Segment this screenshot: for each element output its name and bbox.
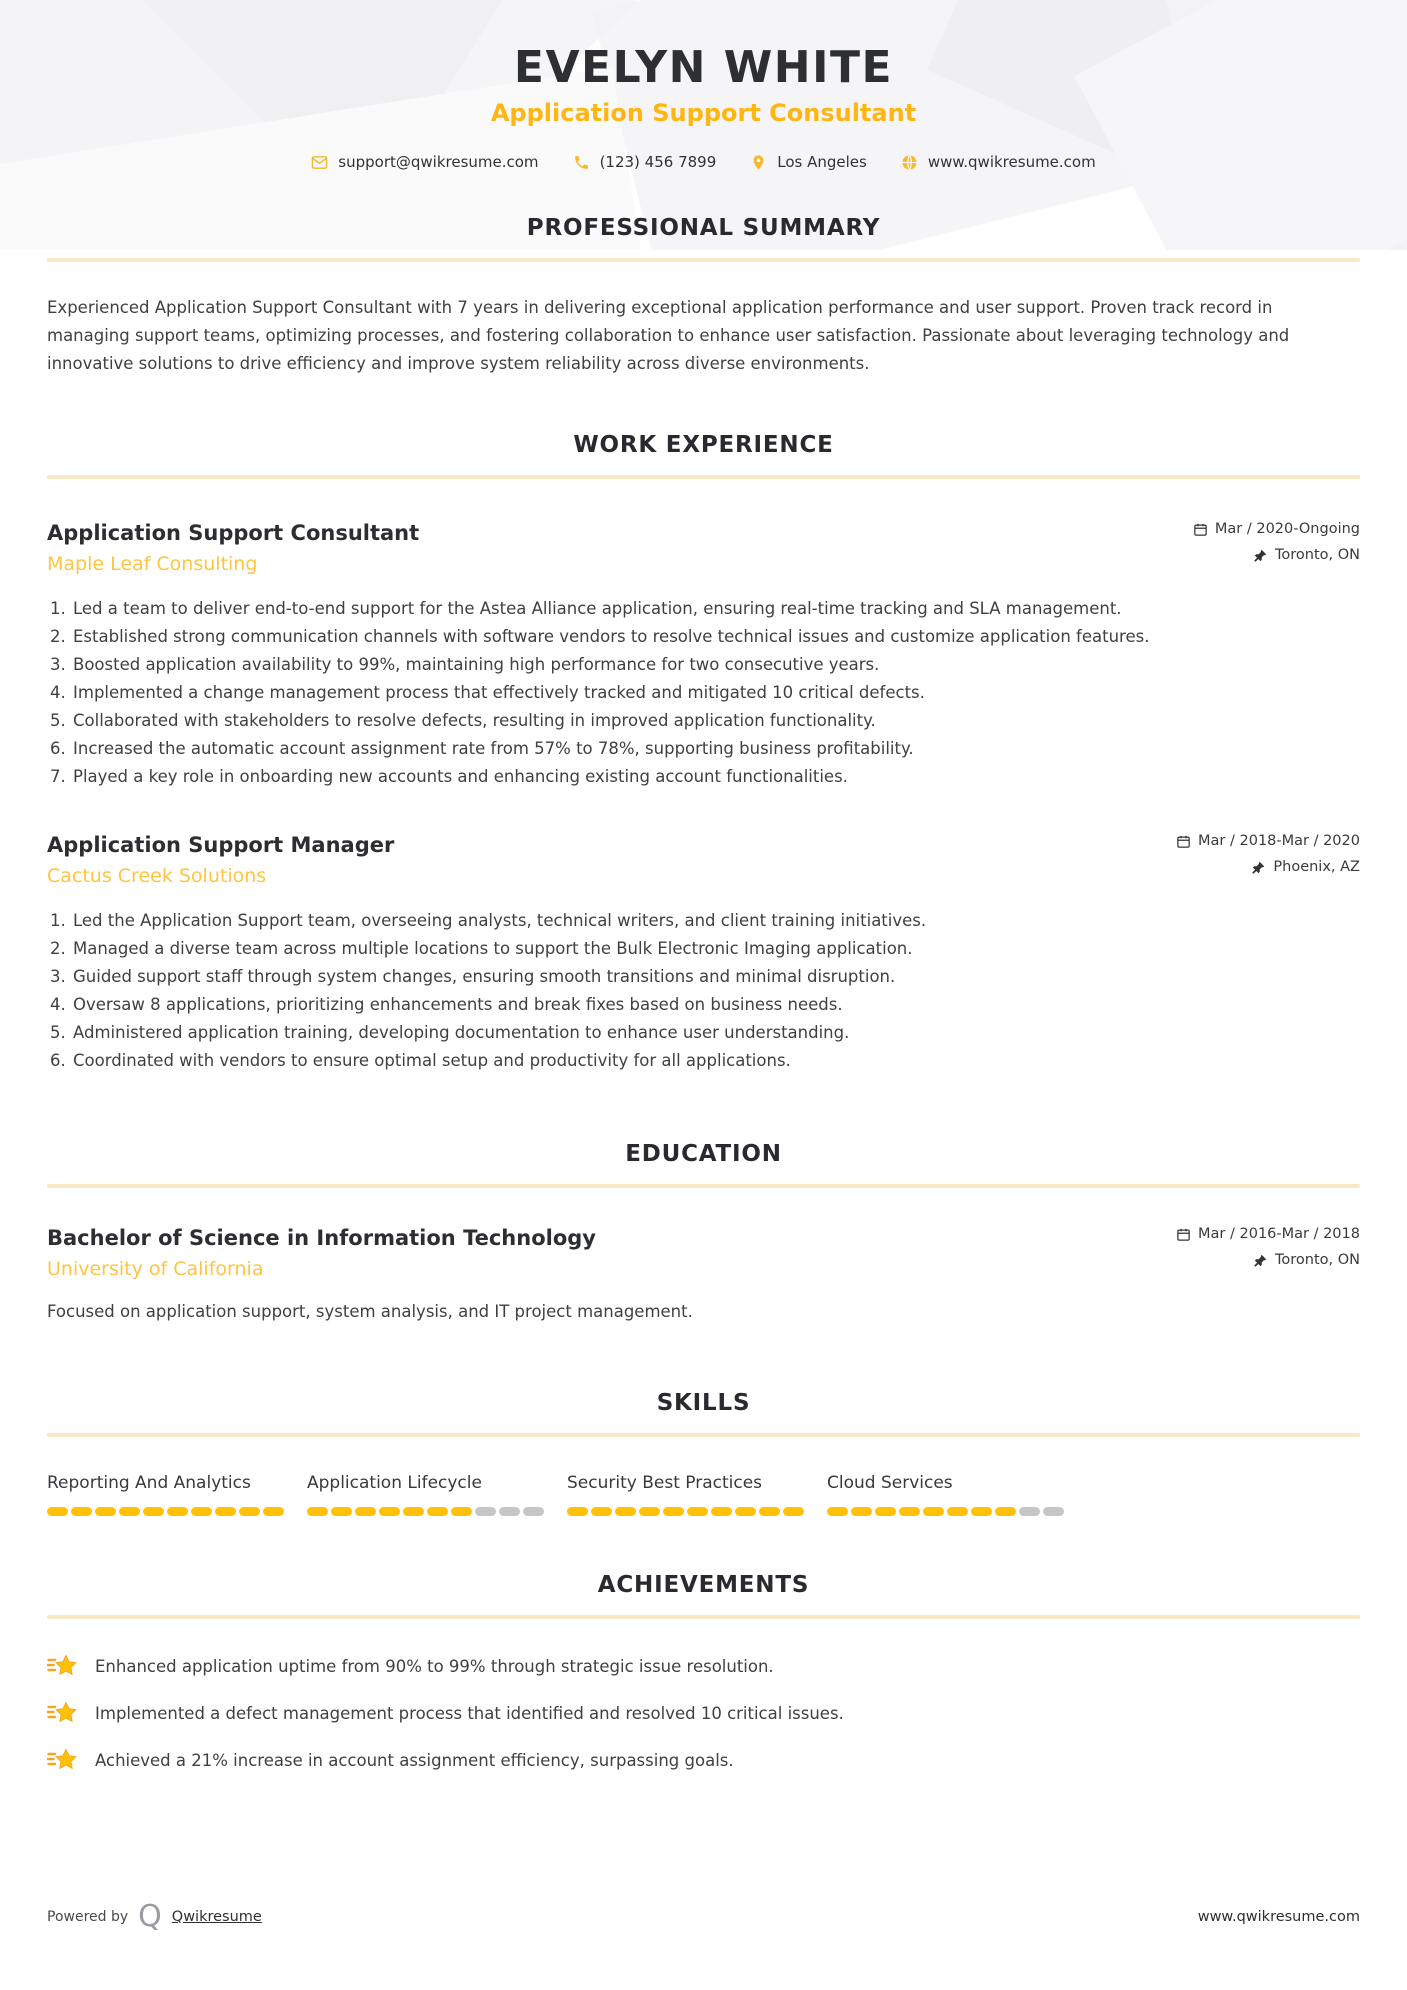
bullet-item: 3. Guided support staff through system changes, ensuring smooth transitions and minimal disruption. [71,963,1360,991]
skill-segment [143,1507,164,1516]
skill-segment [499,1507,520,1516]
bullet-item: 5. Collaborated with stakeholders to resolve defects, resulting in improved application functionality. [71,707,1360,735]
education-description: Focused on application support, system analysis, and IT project management. [47,1302,693,1321]
job-head-left [47,833,394,887]
powered-by-label: Powered by [47,1909,129,1925]
job-meta [1193,521,1360,573]
calendar-icon [1176,1227,1191,1242]
skill-segment [119,1507,140,1516]
skill-segment [687,1507,708,1516]
skill-segment [239,1507,260,1516]
contact-email[interactable] [311,153,538,171]
pushpin-icon [1253,1253,1268,1268]
skill-bar [567,1507,827,1516]
skill-bar [307,1507,567,1516]
education-date-line [1176,1226,1360,1242]
education-heading: EDUCATION [625,1141,782,1167]
skill-segment [403,1507,424,1516]
work-section [47,432,1360,1075]
contact-location-text: Los Angeles [777,153,867,171]
contact-website[interactable] [901,153,1096,171]
job-company: Cactus Creek Solutions [47,865,267,887]
skill-segment [875,1507,896,1516]
skills-grid [47,1473,1360,1516]
skill-segment [379,1507,400,1516]
skill-segment [971,1507,992,1516]
bullet-item: 2. Managed a diverse team across multiple locations to support the Bulk Electronic Imaging application. [71,935,1360,963]
section-rule [47,475,1360,479]
bullet-item: 1. Led the Application Support team, overseeing analysts, technical writers, and client training initiatives. [71,907,1360,935]
job-date-line [1176,833,1360,849]
degree-title: Bachelor of Science in Information Technology [47,1226,596,1250]
pushpin-icon [1253,548,1268,563]
skill-bar [827,1507,1087,1516]
section-rule [47,1184,1360,1188]
skill-segment [995,1507,1016,1516]
skill-segment [427,1507,448,1516]
achievements-list [47,1653,1360,1773]
education-location: Toronto, ON [1274,1252,1360,1268]
job-date: Mar / 2018-Mar / 2020 [1198,833,1360,849]
skill-segment [1043,1507,1064,1516]
skill-segment [567,1507,588,1516]
candidate-name: EVELYN WHITE [513,42,894,93]
section-rule [47,1433,1360,1437]
job-title: Application Support Manager [47,833,395,857]
skill-label: Cloud Services [827,1473,953,1493]
pushpin-icon [1251,860,1266,875]
contact-email-text: support@qwikresume.com [338,153,539,171]
skill-segment [215,1507,236,1516]
pin-icon [750,154,767,171]
star-badge-icon [47,1653,77,1679]
skill-segment [523,1507,544,1516]
summary-text: Experienced Application Support Consultant with 7 years in delivering exceptional application performance and user support. Proven track record in managing support teams, optimizing processes, and fostering collaboration to enhance user satisfaction. Passionate about leveraging technology and innovative solutions to drive efficiency and improve system reliability across diverse environments. [47,298,1290,373]
achievement-text: Implemented a defect management process that identified and resolved 10 critical issues. [95,1703,844,1723]
skill-segment [827,1507,848,1516]
education-location-line [1176,1252,1360,1268]
contact-phone-text: (123) 456 7899 [599,153,717,171]
education-head [47,1226,1360,1280]
section-rule [47,1615,1360,1619]
skills-section [47,1390,1360,1516]
skill-label: Application Lifecycle [307,1473,482,1493]
skill-segment [167,1507,188,1516]
skill-item [827,1473,1087,1516]
education-section [47,1141,1360,1326]
qwikresume-logo-icon: Q [138,1899,162,1934]
job-entry [47,833,1360,1075]
skill-item [47,1473,307,1516]
skill-segment [711,1507,732,1516]
contact-website-text: www.qwikresume.com [927,153,1096,171]
qwikresume-link[interactable]: Qwikresume [171,1909,262,1925]
summary-section [47,215,1360,378]
bullet-item: 4. Implemented a change management process that effectively tracked and mitigated 10 critical defects. [71,679,1360,707]
skill-item [567,1473,827,1516]
summary-heading: PROFESSIONAL SUMMARY [526,215,881,241]
bullet-item: 3. Boosted application availability to 99%, maintaining high performance for two consecutive years. [71,651,1360,679]
job-bullet-list [47,907,1360,1075]
candidate-title: Application Support Consultant [490,99,917,127]
skill-label: Security Best Practices [567,1473,763,1493]
job-title: Application Support Consultant [47,521,420,545]
skill-segment [591,1507,612,1516]
skill-segment [71,1507,92,1516]
job-head-left [47,521,419,575]
achievement-text: Achieved a 21% increase in account assignment efficiency, surpassing goals. [95,1750,734,1770]
skill-segment [355,1507,376,1516]
job-entry [47,521,1360,791]
skill-segment [95,1507,116,1516]
calendar-icon [1193,522,1208,537]
bullet-item: 6. Coordinated with vendors to ensure optimal setup and productivity for all applications. [71,1047,1360,1075]
star-badge-icon [47,1700,77,1726]
job-meta [1176,833,1360,885]
contact-location [750,153,867,171]
job-head [47,833,1360,887]
skill-segment [475,1507,496,1516]
skill-segment [663,1507,684,1516]
footer-url: www.qwikresume.com [1197,1909,1360,1925]
skill-segment [923,1507,944,1516]
education-meta [1176,1226,1360,1278]
education-date: Mar / 2016-Mar / 2018 [1198,1226,1360,1242]
skill-segment [263,1507,284,1516]
work-heading: WORK EXPERIENCE [573,432,834,458]
school-name: University of California [47,1258,264,1280]
skill-segment [783,1507,804,1516]
skill-segment [191,1507,212,1516]
skills-heading: SKILLS [656,1390,751,1416]
envelope-icon [311,154,328,171]
achievement-text: Enhanced application uptime from 90% to 99% through strategic issue resolution. [95,1656,774,1676]
globe-icon [901,154,918,171]
skill-segment [307,1507,328,1516]
skill-segment [1019,1507,1040,1516]
skill-segment [759,1507,780,1516]
skill-segment [331,1507,352,1516]
contact-phone [573,153,717,171]
achievement-item [47,1747,1360,1773]
job-location: Phoenix, AZ [1273,859,1360,875]
page-footer [47,1899,1360,1934]
job-company: Maple Leaf Consulting [47,553,258,575]
education-entry [47,1226,1360,1326]
bullet-item: 1. Led a team to deliver end-to-end support for the Astea Alliance application, ensuring real-time tracking and SLA management. [71,595,1360,623]
calendar-icon [1176,834,1191,849]
achievement-item [47,1700,1360,1726]
achievements-section [47,1572,1360,1773]
skill-segment [899,1507,920,1516]
achievements-heading: ACHIEVEMENTS [597,1572,810,1598]
skill-segment [735,1507,756,1516]
section-rule [47,258,1360,262]
skill-segment [947,1507,968,1516]
bullet-item: 2. Established strong communication channels with software vendors to resolve technical issues and customize application features. [71,623,1360,651]
skill-segment [615,1507,636,1516]
bullet-item: 4. Oversaw 8 applications, prioritizing enhancements and break fixes based on business needs. [71,991,1360,1019]
resume-header [47,0,1360,171]
skill-bar [47,1507,307,1516]
bullet-item: 6. Increased the automatic account assignment rate from 57% to 78%, supporting business profitability. [71,735,1360,763]
achievement-item [47,1653,1360,1679]
bullet-item: 5. Administered application training, developing documentation to enhance user understanding. [71,1019,1360,1047]
footer-branding [47,1899,262,1934]
education-head-left [47,1226,596,1280]
skill-item [307,1473,567,1516]
job-bullet-list [47,595,1360,791]
job-date: Mar / 2020-Ongoing [1214,521,1360,537]
job-location-line [1193,547,1360,563]
job-location-line [1176,859,1360,875]
skill-segment [639,1507,660,1516]
bullet-item: 7. Played a key role in onboarding new accounts and enhancing existing account functionalities. [71,763,1360,791]
skill-segment [451,1507,472,1516]
skill-segment [851,1507,872,1516]
job-head [47,521,1360,575]
contact-row [47,153,1360,171]
job-date-line [1193,521,1360,537]
skill-segment [47,1507,68,1516]
job-location: Toronto, ON [1274,547,1360,563]
star-badge-icon [47,1747,77,1773]
skill-label: Reporting And Analytics [47,1473,251,1493]
phone-icon [573,154,590,171]
